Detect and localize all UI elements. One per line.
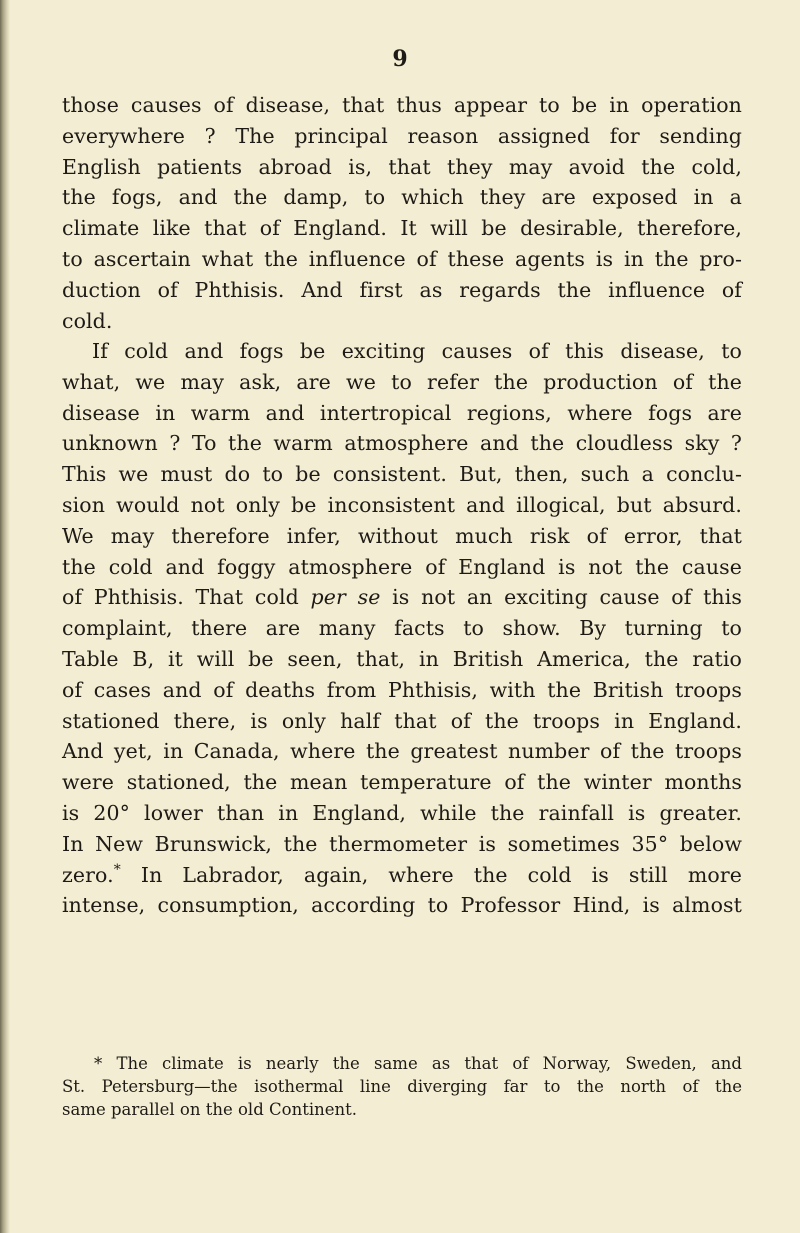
text-line: This we must do to be consistent. But, then, such a conclu- xyxy=(62,462,742,487)
text-line: Table B, it will be seen, that, in British America, the ratio xyxy=(62,646,742,671)
text-line: sion would not only be inconsistent and illogical, but absurd. xyxy=(62,492,742,517)
footnote-line: St. Petersburg—the isothermal line diverging far to the north of the xyxy=(62,1077,742,1096)
text-line: stationed there, is only half that of the troops in England. xyxy=(62,708,742,733)
text-line: everywhere ? The principal reason assigned for sending xyxy=(62,123,742,148)
text-line: And yet, in Canada, where the greatest number of the troops xyxy=(62,739,742,764)
text-line: those causes of disease, that thus appear to be in operation xyxy=(62,93,742,117)
text-line: unknown ? To the warm atmosphere and the cloudless sky ? xyxy=(62,431,742,456)
text-line: English patients abroad is, that they may avoid the cold, xyxy=(62,154,742,179)
footnote-line: same parallel on the old Continent. xyxy=(62,1100,358,1119)
page-left-edge xyxy=(0,0,10,1233)
text-line: intense, consumption, according to Professor Hind, is almost xyxy=(62,893,742,918)
text-line: the cold and foggy atmosphere of England is not the cause xyxy=(62,554,742,579)
text-line: were stationed, the mean temperature of the winter months xyxy=(62,770,742,795)
footnote xyxy=(62,1052,742,1121)
text-line: to ascertain what the influence of these agents is in the pro- xyxy=(62,246,742,271)
text-segment: The climate is nearly the same as that of Norway, Sweden, and xyxy=(116,1054,742,1073)
footnote-marker: * xyxy=(94,1054,103,1073)
text-line: disease in warm and intertropical regions, where fogs are xyxy=(62,400,742,425)
footnote-line xyxy=(62,1052,742,1075)
text-line: of cases and of deaths from Phthisis, with the British troops xyxy=(62,677,742,702)
text-line: climate like that of England. It will be desirable, therefore, xyxy=(62,216,742,241)
text-line: is 20° lower than in England, while the rainfall is greater. xyxy=(62,800,742,825)
text-line: duction of Phthisis. And first as regards the influence of xyxy=(62,277,742,302)
text-line: the fogs, and the damp, to which they are exposed in a xyxy=(62,185,742,210)
text-segment: of Phthisis. That cold xyxy=(62,585,299,610)
text-line: In New Brunswick, the thermometer is sometimes 35° below xyxy=(62,831,742,856)
footnote-reference: * xyxy=(113,861,121,878)
text-line: We may therefore infer, without much risk of error, that xyxy=(62,523,742,548)
latin-phrase: per se xyxy=(310,585,381,610)
text-line xyxy=(62,860,742,891)
text-segment: is not an exciting cause of this xyxy=(392,585,742,610)
text-segment: In Labrador, again, where the cold is still more xyxy=(140,862,742,887)
text-line xyxy=(62,582,742,613)
paragraph-2 xyxy=(62,336,742,921)
text-segment: zero. xyxy=(62,862,114,887)
text-line: cold. xyxy=(62,308,113,333)
page-number: 9 xyxy=(392,46,408,72)
text-line: what, we may ask, are we to refer the production of the xyxy=(62,369,742,394)
text-line: complaint, there are many facts to show. By turning to xyxy=(62,616,742,641)
text-line: If cold and fogs be exciting causes of this disease, to xyxy=(92,339,742,363)
paragraph-1 xyxy=(62,90,742,336)
